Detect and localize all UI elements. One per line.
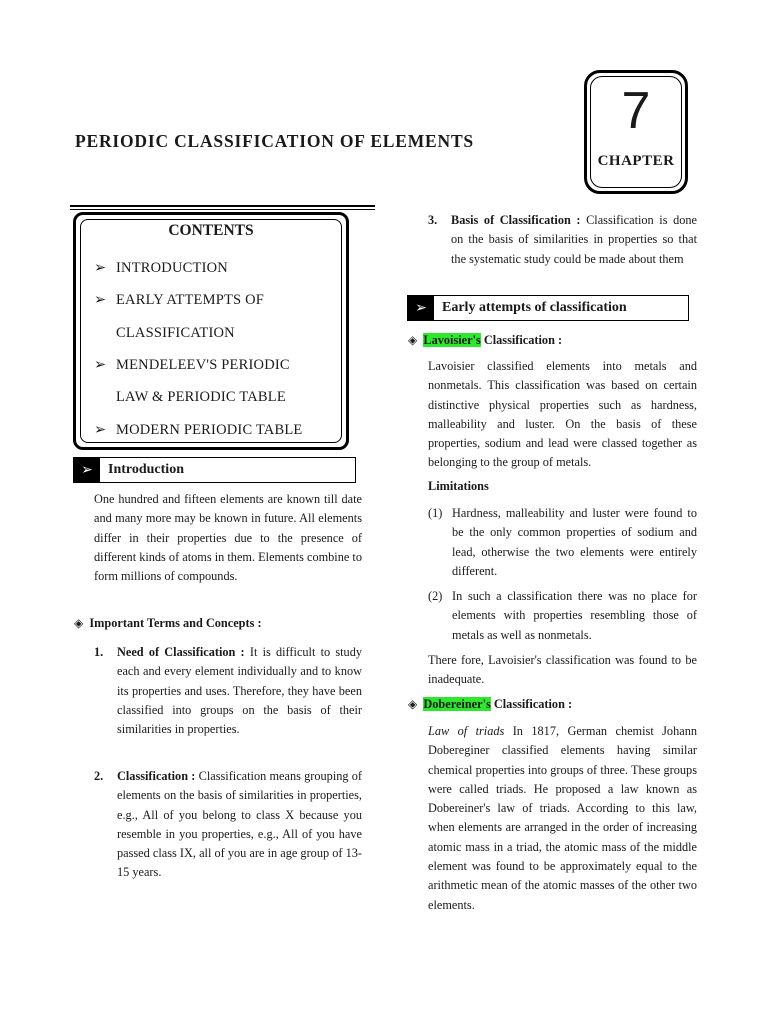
contents-item: ➢ MENDELEEV'S PERIODIC: [94, 357, 290, 373]
diamond-bullet-icon: ◈: [74, 616, 84, 630]
item-number: 2.: [94, 769, 104, 783]
law-of-triads-label: Law of triads: [428, 724, 505, 738]
contents-item: ➢ INTRODUCTION: [94, 260, 228, 276]
highlighted-name: Lavoisier's: [423, 333, 481, 347]
diamond-bullet-icon: ◈: [408, 333, 418, 347]
terms-heading: ◈ Important Terms and Concepts :: [74, 616, 262, 630]
chapter-label: CHAPTER: [597, 153, 675, 169]
section-title: Early attempts of classification: [442, 300, 627, 315]
arrow-icon: ➢: [94, 357, 107, 373]
header-rule: [70, 205, 375, 207]
limitation-number: (1): [428, 506, 443, 520]
contents-item-continuation: LAW & PERIODIC TABLE: [116, 389, 286, 405]
dobereiner-heading: ◈ Dobereiner's Classification :: [408, 697, 573, 711]
basis-of-classification: Basis of Classification : Classification is done on the basis of similarities in properties so that the systematic study could be made about them: [451, 213, 697, 266]
highlighted-name: Dobereiner's: [423, 697, 491, 711]
lavoisier-heading: ◈ Lavoisier's Classification :: [408, 333, 563, 347]
chapter-badge: [584, 70, 688, 194]
arrow-icon: ➢: [408, 295, 434, 321]
arrow-icon: ➢: [94, 292, 107, 308]
arrow-icon: ➢: [94, 260, 107, 276]
limitation-number: (2): [428, 589, 443, 603]
contents-box: [73, 212, 349, 450]
arrow-icon: ➢: [74, 457, 100, 483]
contents-item: ➢ EARLY ATTEMPTS OF: [94, 292, 265, 308]
page-title: PERIODIC CLASSIFICATION OF ELEMENTS: [75, 131, 474, 151]
limitation-text: In such a classification there was no place for elements with properties resembling those of metals as well as nonmetals.: [452, 589, 697, 642]
header-rule-thin: [70, 209, 375, 210]
dobereiner-paragraph: Law of triads In 1817, German chemist Johann Dobereginer classified elements having similar chemical properties into groups of three. These groups were called triads. He proposed a law known as Dobereiner's law of triads. According to this law, when elements are arranged in the order of increasing atomic mass in a triad, the atomic mass of the middle element was found to be approximately equal to the arithmetic mean of the atomic masses of the other two elements.: [428, 724, 697, 912]
lavoisier-conclusion: There fore, Lavoisier's classification was found to be inadequate.: [428, 653, 697, 687]
diamond-bullet-icon: ◈: [408, 697, 418, 711]
contents-item: ➢ MODERN PERIODIC TABLE: [94, 422, 303, 438]
chapter-number: 7: [621, 82, 651, 140]
limitations-heading: Limitations: [428, 479, 489, 493]
lavoisier-paragraph: Lavoisier classified elements into metals and nonmetals. This classification was based on certain distinctive physical properties such as hardness, malleability and luster. On the basis of these properties, sodium and lead were classed together as belonging to the group of metals.: [428, 359, 697, 470]
limitation-text: Hardness, malleability and luster were found to be the only common properties of sodium and lead, otherwise the two elements were entirely different.: [452, 506, 697, 578]
section-header-early-attempts: [407, 295, 689, 321]
section-title: Introduction: [108, 462, 184, 477]
intro-paragraph: One hundred and fifteen elements are known till date and many more may be known in future. All elements differ in their properties due to the presence of different kinds of atoms in them. Elements combine to form millions of compounds.: [94, 492, 362, 584]
classification-definition: Classification : Classification means grouping of elements on the basis of similarities in properties, e.g., All of you belong to class X because you resemble in you properties, e.g., All of you have passed class IX, all of you are in age group of 13-15 years.: [117, 769, 363, 880]
contents-item-continuation: CLASSIFICATION: [116, 325, 235, 341]
need-of-classification: Need of Classification : It is difficult to study each and every element individually and to know its properties and uses. Therefore, they have been classified into groups on the basis of their similarities in properties.: [117, 645, 363, 737]
section-header-introduction: [73, 457, 356, 483]
contents-heading: CONTENTS: [168, 222, 254, 239]
item-number: 1.: [94, 645, 104, 659]
arrow-icon: ➢: [94, 422, 107, 438]
item-number: 3.: [428, 213, 438, 227]
